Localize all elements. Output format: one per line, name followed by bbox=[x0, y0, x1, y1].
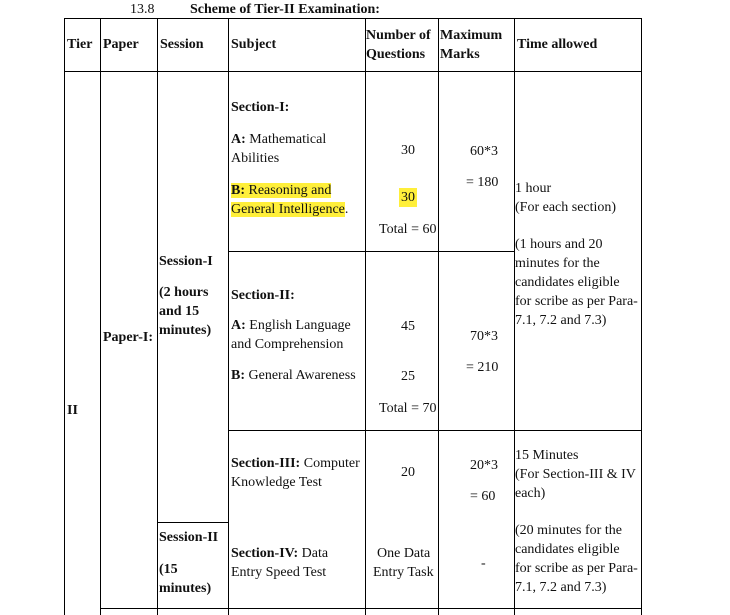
section-number: 13.8 bbox=[130, 2, 155, 17]
session2-duration-line1: (15 bbox=[159, 562, 178, 577]
header-paper: Paper bbox=[103, 37, 139, 52]
section4-subject bbox=[231, 544, 328, 563]
section1-title: Section-I: bbox=[231, 100, 290, 115]
rule bbox=[228, 18, 229, 615]
section2-a-questions: 45 bbox=[401, 319, 415, 334]
header-questions-line2: Questions bbox=[366, 47, 426, 62]
time1-line6: for scribe as per Para- bbox=[515, 294, 638, 309]
rule bbox=[228, 430, 642, 431]
section3-text: Computer bbox=[300, 456, 360, 471]
section1-b-questions: 30 bbox=[401, 190, 415, 205]
section4-questions-line2: Entry Task bbox=[373, 565, 434, 580]
time1-line2: (For each section) bbox=[515, 200, 617, 215]
subject-a-prefix: A: bbox=[231, 318, 246, 333]
section2-marks-line1: 70*3 bbox=[470, 329, 498, 344]
section2-subject-a bbox=[231, 316, 351, 335]
subject-b-text: Reasoning and bbox=[245, 183, 332, 198]
section1-subject-b bbox=[231, 181, 331, 200]
rule bbox=[157, 522, 228, 523]
header-tier: Tier bbox=[67, 37, 93, 52]
subject-b-text: General Awareness bbox=[245, 368, 356, 383]
time1-line5: candidates eligible bbox=[515, 275, 620, 290]
time1-line1: 1 hour bbox=[515, 181, 552, 196]
highlight: General Intelligence bbox=[231, 202, 345, 217]
section4-text: Data bbox=[298, 546, 329, 561]
time1-line7: 7.1, 7.2 and 7.3) bbox=[515, 313, 607, 328]
time2-line7: 7.1, 7.2 and 7.3) bbox=[515, 580, 607, 595]
period: . bbox=[344, 202, 349, 217]
header-subject: Subject bbox=[231, 37, 277, 52]
session1-duration-line1: (2 hours bbox=[159, 285, 209, 300]
time2-line1: 15 Minutes bbox=[515, 448, 579, 463]
section1-marks-line2: = 180 bbox=[466, 175, 499, 190]
rule bbox=[157, 18, 158, 615]
section3-title: Section-III: bbox=[231, 456, 301, 471]
header-session: Session bbox=[160, 37, 204, 52]
subject-a-prefix: A: bbox=[231, 132, 246, 147]
time1-line3: (1 hours and 20 bbox=[515, 237, 603, 252]
header-marks-line2: Marks bbox=[440, 47, 480, 62]
session1-duration-line3: minutes) bbox=[159, 323, 212, 338]
rule bbox=[365, 18, 366, 615]
time2-line5: candidates eligible bbox=[515, 542, 620, 557]
section3-questions: 20 bbox=[401, 465, 415, 480]
section4-subject-line2: Entry Speed Test bbox=[231, 565, 327, 580]
section3-subject-line2: Knowledge Test bbox=[231, 475, 322, 490]
section2-subject-b bbox=[231, 366, 356, 385]
section4-questions-line1: One Data bbox=[377, 546, 431, 561]
subject-b-prefix: B: bbox=[231, 368, 245, 383]
subject-a-text: Mathematical bbox=[245, 132, 327, 147]
time2-line3: each) bbox=[515, 486, 546, 501]
rule bbox=[228, 251, 514, 252]
section4-marks: - bbox=[481, 556, 486, 571]
header-marks-line1: Maximum bbox=[440, 28, 503, 43]
time2-line2: (For Section-III & IV bbox=[515, 467, 636, 482]
subject-a-text: English Language bbox=[245, 318, 351, 333]
highlight bbox=[231, 183, 331, 198]
section3-marks-line2: = 60 bbox=[470, 489, 496, 504]
section1-subject-a-line2: Abilities bbox=[231, 151, 280, 166]
section1-marks-line1: 60*3 bbox=[470, 144, 498, 159]
section2-subject-a-line2: and Comprehension bbox=[231, 337, 344, 352]
rule bbox=[64, 18, 65, 615]
time2-line6: for scribe as per Para- bbox=[515, 561, 638, 576]
session2-name: Session-II bbox=[159, 530, 219, 545]
rule bbox=[100, 18, 101, 615]
rule bbox=[438, 18, 439, 615]
paper-value: Paper-I: bbox=[103, 330, 154, 345]
section1-subject-b-line2 bbox=[231, 200, 348, 219]
tier-value: II bbox=[67, 403, 78, 418]
section2-b-questions: 25 bbox=[401, 369, 415, 384]
section1-total: Total = 60 bbox=[379, 222, 437, 237]
section3-marks-line1: 20*3 bbox=[470, 458, 498, 473]
subject-b-prefix: B: bbox=[231, 183, 245, 198]
session1-name: Session-I bbox=[159, 254, 213, 269]
header-questions-line1: Number of bbox=[366, 28, 431, 43]
section1-a-questions: 30 bbox=[401, 143, 415, 158]
session1-duration-line2: and 15 bbox=[159, 304, 200, 319]
section3-subject bbox=[231, 454, 360, 473]
time1-line4: minutes for the bbox=[515, 256, 600, 271]
section-title: Scheme of Tier-II Examination: bbox=[190, 2, 380, 17]
section4-title: Section-IV: bbox=[231, 546, 299, 561]
rule bbox=[64, 71, 642, 72]
session2-duration-line2: minutes) bbox=[159, 581, 212, 596]
section2-total: Total = 70 bbox=[379, 401, 437, 416]
time2-line4: (20 minutes for the bbox=[515, 523, 622, 538]
section2-title: Section-II: bbox=[231, 288, 295, 303]
header-time: Time allowed bbox=[517, 37, 598, 52]
rule bbox=[641, 18, 642, 615]
section1-subject-a bbox=[231, 130, 326, 149]
section2-marks-line2: = 210 bbox=[466, 360, 499, 375]
rule bbox=[100, 608, 642, 609]
